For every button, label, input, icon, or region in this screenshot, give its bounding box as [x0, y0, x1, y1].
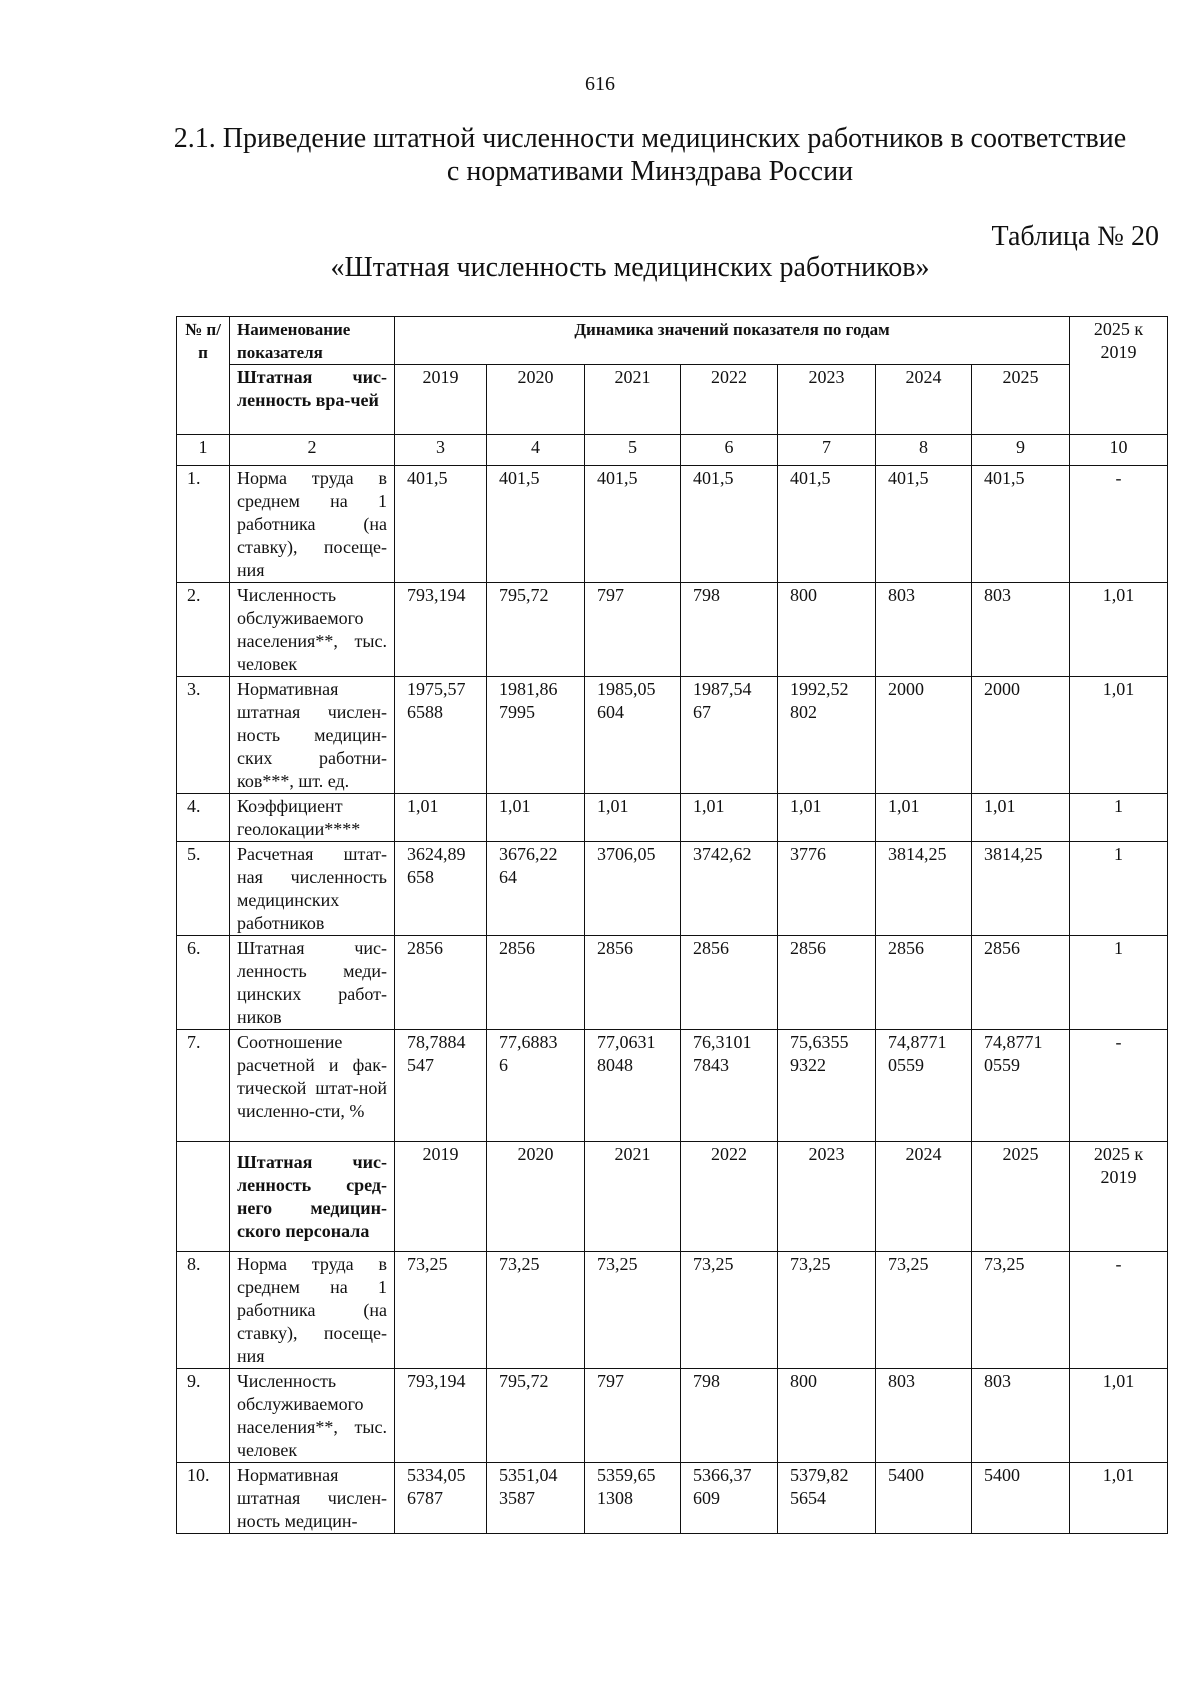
value-cell — [778, 1252, 876, 1369]
section-title — [150, 122, 1150, 188]
value-cell — [876, 1252, 972, 1369]
value-part: 5379,82 — [790, 1465, 849, 1485]
value-part: 1,01 — [984, 796, 1016, 816]
doctors-section-label: Штатная чис-ленность вра-чей — [230, 365, 395, 435]
value-part: 604 — [597, 702, 624, 722]
value-part: 5400 — [984, 1465, 1020, 1485]
value-part: 5366,37 — [693, 1465, 752, 1485]
value-cell — [876, 1030, 972, 1142]
column-number: 9 — [972, 435, 1070, 466]
value-part: 800 — [790, 585, 817, 605]
value-cell — [681, 466, 778, 583]
value-part: 1,01 — [790, 796, 822, 816]
value-cell — [487, 842, 585, 936]
table-row — [177, 794, 1168, 842]
value-cell — [395, 842, 487, 936]
value-cell — [487, 1030, 585, 1142]
value-part: 795,72 — [499, 1371, 549, 1391]
row-ratio: 1,01 — [1070, 583, 1168, 677]
value-part: 5400 — [888, 1465, 924, 1485]
row-ratio: 1,01 — [1070, 1369, 1168, 1463]
value-part: 793,194 — [407, 1371, 466, 1391]
value-part: 3624,89 — [407, 844, 466, 864]
row-name: Численность обслуживаемого населения**, тыс. человек — [230, 1369, 395, 1463]
value-part: 6 — [499, 1055, 508, 1075]
header-row-2 — [177, 365, 1168, 435]
value-cell — [487, 677, 585, 794]
value-part: 401,5 — [407, 468, 448, 488]
value-cell — [395, 583, 487, 677]
table-row — [177, 936, 1168, 1030]
row-ratio: - — [1070, 1030, 1168, 1142]
section-title-line-1: 2.1. Приведение штатной численности медицинских работников в соответствие — [173, 123, 1127, 154]
column-number-row — [177, 435, 1168, 466]
year-header-2019: 2019 — [395, 1142, 487, 1252]
year-header-2023: 2023 — [778, 1142, 876, 1252]
value-cell — [972, 1030, 1070, 1142]
column-number: 1 — [177, 435, 230, 466]
year-header-2021: 2021 — [585, 365, 681, 435]
value-part: 5359,65 — [597, 1465, 656, 1485]
value-part: 1,01 — [693, 796, 725, 816]
value-cell — [876, 466, 972, 583]
value-part: 2856 — [790, 938, 826, 958]
value-part: 73,25 — [693, 1254, 734, 1274]
value-part: 2856 — [407, 938, 443, 958]
row-name: Соотношение расчетной и фак-тической штат-ной численно-сти, % — [230, 1030, 395, 1142]
row-name: Нормативная штатная числен-ность медицин- — [230, 1463, 395, 1534]
table-row — [177, 842, 1168, 936]
row-name: Численность обслуживаемого населения**, тыс. человек — [230, 583, 395, 677]
value-cell — [778, 842, 876, 936]
year-header-2019: 2019 — [395, 365, 487, 435]
value-cell — [585, 1252, 681, 1369]
header-dynamics: Динамика значений показателя по годам — [395, 317, 1070, 365]
value-cell — [395, 466, 487, 583]
value-cell — [585, 794, 681, 842]
year-header-2022: 2022 — [681, 365, 778, 435]
value-part: 401,5 — [984, 468, 1025, 488]
value-part: 1975,57 — [407, 679, 466, 699]
column-number: 3 — [395, 435, 487, 466]
value-part: 0559 — [984, 1055, 1020, 1075]
column-number: 7 — [778, 435, 876, 466]
value-cell — [681, 936, 778, 1030]
value-part: 3776 — [790, 844, 826, 864]
value-part: 76,3101 — [693, 1032, 752, 1052]
column-number: 8 — [876, 435, 972, 466]
header-ratio: 2025 к 2019 — [1070, 317, 1168, 435]
value-cell — [585, 1030, 681, 1142]
value-part: 6588 — [407, 702, 443, 722]
value-cell — [876, 1369, 972, 1463]
value-part: 9322 — [790, 1055, 826, 1075]
value-part: 3814,25 — [984, 844, 1043, 864]
value-cell — [972, 794, 1070, 842]
table-number: Таблица № 20 — [991, 221, 1159, 252]
row-number: 9. — [177, 1369, 230, 1463]
value-cell — [395, 677, 487, 794]
value-cell — [972, 1252, 1070, 1369]
value-cell — [972, 936, 1070, 1030]
row-number: 10. — [177, 1463, 230, 1534]
value-part: 1,01 — [888, 796, 920, 816]
value-part: 75,6355 — [790, 1032, 849, 1052]
value-cell — [778, 466, 876, 583]
value-part: 3742,62 — [693, 844, 752, 864]
value-part: 2856 — [499, 938, 535, 958]
value-cell — [681, 583, 778, 677]
table-row — [177, 1463, 1168, 1534]
page-number: 616 — [585, 73, 615, 95]
value-part: 74,8771 — [984, 1032, 1043, 1052]
header-name: Наименование показателя — [230, 317, 395, 365]
value-part: 77,0631 — [597, 1032, 656, 1052]
value-cell — [585, 936, 681, 1030]
year-header-2022: 2022 — [681, 1142, 778, 1252]
column-number: 4 — [487, 435, 585, 466]
row-ratio: 1 — [1070, 842, 1168, 936]
value-part: 1985,05 — [597, 679, 656, 699]
value-cell — [876, 677, 972, 794]
value-cell — [876, 583, 972, 677]
value-cell — [972, 466, 1070, 583]
row-number: 6. — [177, 936, 230, 1030]
table-row — [177, 583, 1168, 677]
value-part: 5654 — [790, 1488, 826, 1508]
value-part: 5334,05 — [407, 1465, 466, 1485]
row-number: 5. — [177, 842, 230, 936]
nurses-section-row — [177, 1142, 1168, 1252]
value-part: 401,5 — [790, 468, 831, 488]
value-part: 798 — [693, 1371, 720, 1391]
value-part: 73,25 — [790, 1254, 831, 1274]
value-part: 401,5 — [499, 468, 540, 488]
value-cell — [487, 583, 585, 677]
value-cell — [972, 583, 1070, 677]
header-row-1 — [177, 317, 1168, 365]
section-title-line-2: с нормативами Минздрава России — [446, 156, 854, 187]
value-cell — [876, 794, 972, 842]
value-part: 2856 — [693, 938, 729, 958]
value-part: 3587 — [499, 1488, 535, 1508]
value-part: 609 — [693, 1488, 720, 1508]
value-part: 795,72 — [499, 585, 549, 605]
value-cell — [681, 842, 778, 936]
column-number: 2 — [230, 435, 395, 466]
row-name: Расчетная штат-ная численность медицинских работников — [230, 842, 395, 936]
value-part: 3676,22 — [499, 844, 558, 864]
value-part: 803 — [888, 1371, 915, 1391]
value-cell — [778, 583, 876, 677]
value-cell — [585, 842, 681, 936]
value-cell — [395, 1030, 487, 1142]
value-part: 2856 — [597, 938, 633, 958]
value-cell — [778, 1030, 876, 1142]
value-part: 1308 — [597, 1488, 633, 1508]
value-part: 2856 — [888, 938, 924, 958]
row-ratio: 1 — [1070, 936, 1168, 1030]
value-cell — [585, 466, 681, 583]
row-ratio: 1,01 — [1070, 677, 1168, 794]
value-part: 77,6883 — [499, 1032, 558, 1052]
value-cell — [972, 842, 1070, 936]
header-no: № п/п — [177, 317, 230, 435]
value-cell — [395, 1369, 487, 1463]
value-cell — [395, 1463, 487, 1534]
year-header-2021: 2021 — [585, 1142, 681, 1252]
value-part: 797 — [597, 1371, 624, 1391]
table-row — [177, 677, 1168, 794]
table-row — [177, 1369, 1168, 1463]
value-part: 803 — [888, 585, 915, 605]
row-name: Нормативная штатная числен-ность медицин-ских работни-ков***, шт. ед. — [230, 677, 395, 794]
table-row — [177, 1252, 1168, 1369]
value-cell — [778, 794, 876, 842]
row-name: Коэффициент геолокации**** — [230, 794, 395, 842]
value-part: 2856 — [984, 938, 1020, 958]
value-part: 0559 — [888, 1055, 924, 1075]
value-part: 1,01 — [597, 796, 629, 816]
value-part: 798 — [693, 585, 720, 605]
row-number: 2. — [177, 583, 230, 677]
row-number: 1. — [177, 466, 230, 583]
value-part: 1,01 — [407, 796, 439, 816]
value-part: 7843 — [693, 1055, 729, 1075]
value-cell — [876, 936, 972, 1030]
row-number: 3. — [177, 677, 230, 794]
value-part: 401,5 — [597, 468, 638, 488]
table-row — [177, 1030, 1168, 1142]
value-cell — [778, 1463, 876, 1534]
column-number: 6 — [681, 435, 778, 466]
row-number: 8. — [177, 1252, 230, 1369]
value-part: 73,25 — [984, 1254, 1025, 1274]
value-part: 78,7884 — [407, 1032, 466, 1052]
value-cell — [487, 1463, 585, 1534]
value-part: 401,5 — [693, 468, 734, 488]
value-cell — [972, 1463, 1070, 1534]
nurses-ratio-label: 2025 к 2019 — [1070, 1142, 1168, 1252]
value-part: 658 — [407, 867, 434, 887]
value-part: 2000 — [888, 679, 924, 699]
value-part: 793,194 — [407, 585, 466, 605]
value-part: 547 — [407, 1055, 434, 1075]
staffing-table — [176, 316, 1168, 1534]
value-cell — [395, 794, 487, 842]
table-row — [177, 466, 1168, 583]
value-cell — [585, 1463, 681, 1534]
value-cell — [487, 466, 585, 583]
value-cell — [487, 794, 585, 842]
value-cell — [681, 1463, 778, 1534]
row-number: 7. — [177, 1030, 230, 1142]
value-cell — [972, 1369, 1070, 1463]
value-part: 3706,05 — [597, 844, 656, 864]
value-cell — [778, 936, 876, 1030]
table-caption: «Штатная численность медицинских работников» — [330, 252, 930, 283]
value-cell — [585, 677, 681, 794]
value-cell — [395, 936, 487, 1030]
value-part: 800 — [790, 1371, 817, 1391]
value-part: 1981,86 — [499, 679, 558, 699]
value-cell — [876, 1463, 972, 1534]
row-ratio: - — [1070, 466, 1168, 583]
column-number: 10 — [1070, 435, 1168, 466]
value-cell — [585, 583, 681, 677]
value-part: 3814,25 — [888, 844, 947, 864]
value-cell — [487, 1252, 585, 1369]
value-cell — [681, 1030, 778, 1142]
row-name: Норма труда в среднем на 1 работника (на ставку), посеще-ния — [230, 466, 395, 583]
value-part: 1,01 — [499, 796, 531, 816]
value-part: 401,5 — [888, 468, 929, 488]
value-cell — [778, 677, 876, 794]
value-cell — [681, 677, 778, 794]
value-part: 7995 — [499, 702, 535, 722]
value-part: 74,8771 — [888, 1032, 947, 1052]
year-header-2025: 2025 — [972, 365, 1070, 435]
value-cell — [395, 1252, 487, 1369]
table-body — [177, 317, 1168, 1534]
value-part: 1992,52 — [790, 679, 849, 699]
value-cell — [681, 1369, 778, 1463]
value-part: 797 — [597, 585, 624, 605]
value-part: 67 — [693, 702, 711, 722]
value-part: 803 — [984, 585, 1011, 605]
year-header-2025: 2025 — [972, 1142, 1070, 1252]
row-name: Штатная чис-ленность меди-цинских работ-ников — [230, 936, 395, 1030]
year-header-2020: 2020 — [487, 365, 585, 435]
value-part: 6787 — [407, 1488, 443, 1508]
nurses-section-no — [177, 1142, 230, 1252]
year-header-2024: 2024 — [876, 1142, 972, 1252]
row-ratio: 1 — [1070, 794, 1168, 842]
value-part: 73,25 — [499, 1254, 540, 1274]
value-cell — [681, 794, 778, 842]
value-part: 2000 — [984, 679, 1020, 699]
value-cell — [778, 1369, 876, 1463]
value-part: 5351,04 — [499, 1465, 558, 1485]
value-cell — [487, 936, 585, 1030]
value-part: 73,25 — [597, 1254, 638, 1274]
year-header-2024: 2024 — [876, 365, 972, 435]
year-header-2020: 2020 — [487, 1142, 585, 1252]
value-part: 73,25 — [888, 1254, 929, 1274]
column-number: 5 — [585, 435, 681, 466]
value-part: 8048 — [597, 1055, 633, 1075]
value-part: 802 — [790, 702, 817, 722]
value-part: 1987,54 — [693, 679, 752, 699]
row-number: 4. — [177, 794, 230, 842]
value-cell — [681, 1252, 778, 1369]
row-ratio: 1,01 — [1070, 1463, 1168, 1534]
year-header-2023: 2023 — [778, 365, 876, 435]
nurses-section-label: Штатная чис-ленность сред-него медицин-ского персонала — [230, 1142, 395, 1252]
value-cell — [487, 1369, 585, 1463]
value-part: 803 — [984, 1371, 1011, 1391]
row-ratio: - — [1070, 1252, 1168, 1369]
value-part: 73,25 — [407, 1254, 448, 1274]
value-cell — [972, 677, 1070, 794]
value-cell — [585, 1369, 681, 1463]
row-name: Норма труда в среднем на 1 работника (на ставку), посеще-ния — [230, 1252, 395, 1369]
value-cell — [876, 842, 972, 936]
value-part: 64 — [499, 867, 517, 887]
